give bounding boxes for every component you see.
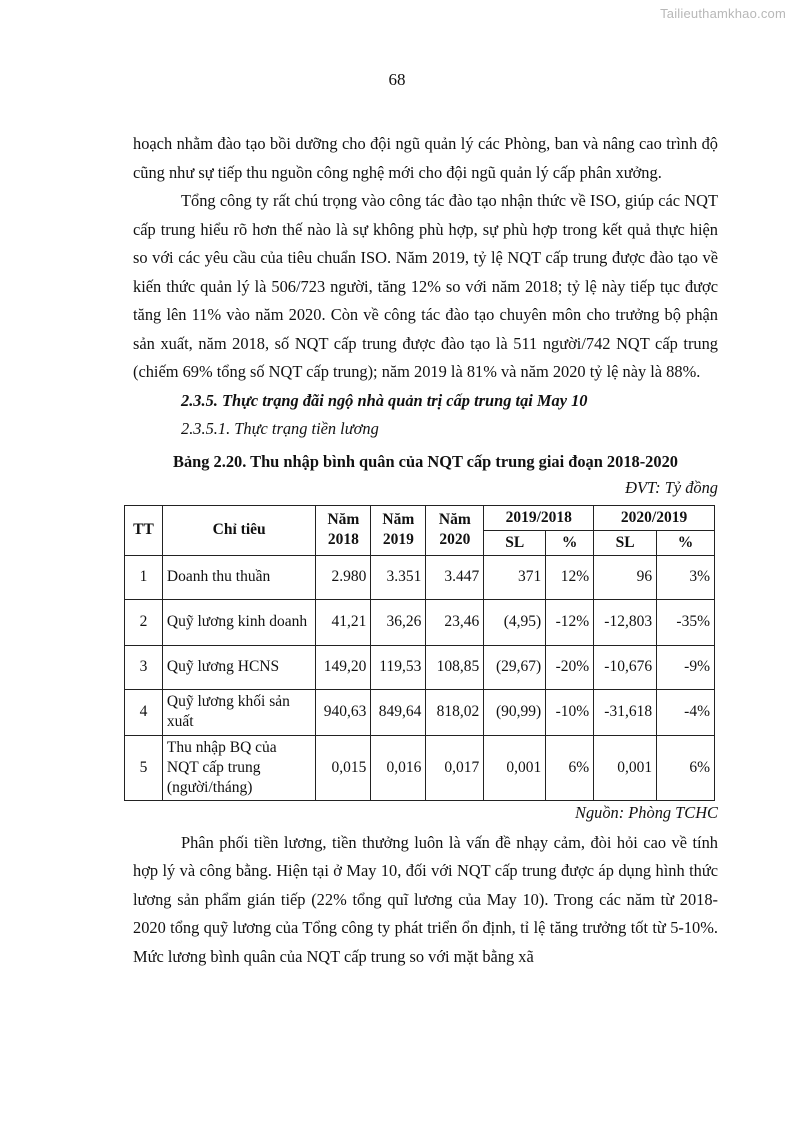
cell-2020: 3.447: [426, 555, 484, 599]
cell-2018: 2.980: [316, 555, 371, 599]
header-pct-1: %: [546, 530, 594, 555]
header-sl-1: SL: [484, 530, 546, 555]
cell-name: Quỹ lương kinh doanh: [162, 599, 315, 645]
header-2020: Năm 2020: [426, 505, 484, 555]
paragraph-2: Tổng công ty rất chú trọng vào công tác đào tạo nhận thức về ISO, giúp các NQT cấp trung hiểu rõ hơn thế nào là sự không phù hợp, sự phù hợp trong kết quả thực hiện so với các yêu cầu của tiêu chuẩn ISO. Năm 2019, tỷ lệ NQT cấp trung được đào tạo về kiến thức quản lý là 506/723 người, tăng 12% so với năm 2018; tỷ lệ này tiếp tục được tăng lên 11% vào năm 2020. Còn về công tác đào tạo chuyên môn cho trưởng bộ phận sản xuất, năm 2018, số NQT cấp trung được đào tạo là 511 người/742 NQT cấp trung (chiếm 69% tổng số NQT cấp trung); năm 2019 là 81% và năm 2020 tỷ lệ này là 88%.: [133, 191, 718, 381]
cell-2019: 0,016: [371, 735, 426, 800]
cell-2019: 36,26: [371, 599, 426, 645]
cell-pct-2: -35%: [657, 599, 715, 645]
cell-name: Quỹ lương khối sản xuất: [162, 689, 315, 735]
cell-sl-2: -12,803: [594, 599, 657, 645]
header-indicator: Chỉ tiêu: [162, 505, 315, 555]
header-2018: Năm 2018: [316, 505, 371, 555]
cell-2018: 0,015: [316, 735, 371, 800]
cell-sl-1: (90,99): [484, 689, 546, 735]
cell-tt: 2: [125, 599, 163, 645]
header-sl-2: SL: [594, 530, 657, 555]
cell-name: Doanh thu thuần: [162, 555, 315, 599]
watermark: Tailieuthamkhao.com: [660, 6, 786, 21]
cell-pct-1: 6%: [546, 735, 594, 800]
cell-pct-2: -9%: [657, 645, 715, 689]
cell-2020: 23,46: [426, 599, 484, 645]
cell-sl-2: 96: [594, 555, 657, 599]
cell-pct-1: -10%: [546, 689, 594, 735]
cell-tt: 4: [125, 689, 163, 735]
header-2019-2018: 2019/2018: [484, 505, 594, 530]
header-2019: Năm 2019: [371, 505, 426, 555]
cell-2018: 149,20: [316, 645, 371, 689]
cell-pct-2: 6%: [657, 735, 715, 800]
income-table: [124, 505, 715, 801]
table-caption: Bảng 2.20. Thu nhập bình quân của NQT cấp trung giai đoạn 2018-2020: [173, 451, 678, 471]
table-row: [125, 599, 715, 645]
table-row: [125, 555, 715, 599]
cell-tt: 5: [125, 735, 163, 800]
cell-sl-2: -31,618: [594, 689, 657, 735]
page-number: 68: [388, 70, 406, 89]
cell-pct-1: -12%: [546, 599, 594, 645]
subsection-heading: 2.3.5.1. Thực trạng tiền lương: [181, 419, 379, 438]
cell-2020: 0,017: [426, 735, 484, 800]
cell-2019: 119,53: [371, 645, 426, 689]
header-tt: TT: [125, 505, 163, 555]
header-2020-2019: 2020/2019: [594, 505, 715, 530]
table-row: [125, 689, 715, 735]
table-row: [125, 735, 715, 800]
cell-sl-1: (4,95): [484, 599, 546, 645]
cell-2018: 41,21: [316, 599, 371, 645]
cell-2018: 940,63: [316, 689, 371, 735]
header-pct-2: %: [657, 530, 715, 555]
cell-sl-2: 0,001: [594, 735, 657, 800]
cell-tt: 3: [125, 645, 163, 689]
cell-tt: 1: [125, 555, 163, 599]
paragraph-3: Phân phối tiền lương, tiền thưởng luôn là vấn đề nhạy cảm, đòi hỏi cao về tính hợp lý và công bằng. Hiện tại ở May 10, đối với NQT cấp trung được áp dụng hình thức lương sản phẩm gián tiếp (22% tổng quĩ lương của May 10). Trong các năm từ 2018-2020 tổng quỹ lương của Tổng công ty phát triển ổn định, tỉ lệ tăng trưởng tốt từ 5-10%. Mức lương bình quân của NQT cấp trung so với mặt bằng xã: [133, 832, 718, 966]
cell-name: Quỹ lương HCNS: [162, 645, 315, 689]
cell-pct-1: -20%: [546, 645, 594, 689]
cell-2020: 108,85: [426, 645, 484, 689]
table-header-row: [125, 505, 715, 530]
table-row: [125, 645, 715, 689]
cell-pct-2: 3%: [657, 555, 715, 599]
table-unit: ĐVT: Tỷ đồng: [625, 478, 718, 497]
cell-name: Thu nhập BQ của NQT cấp trung (người/tháng): [162, 735, 315, 800]
cell-sl-1: 0,001: [484, 735, 546, 800]
cell-sl-2: -10,676: [594, 645, 657, 689]
cell-2019: 849,64: [371, 689, 426, 735]
cell-sl-1: 371: [484, 555, 546, 599]
table-source: Nguồn: Phòng TCHC: [575, 802, 718, 822]
section-heading: 2.3.5. Thực trạng đãi ngộ nhà quản trị cấp trung tại May 10: [181, 390, 588, 410]
cell-2020: 818,02: [426, 689, 484, 735]
page-content: [133, 130, 718, 971]
cell-sl-1: (29,67): [484, 645, 546, 689]
cell-pct-1: 12%: [546, 555, 594, 599]
cell-2019: 3.351: [371, 555, 426, 599]
paragraph-1: hoạch nhằm đào tạo bồi dưỡng cho đội ngũ quản lý các Phòng, ban và nâng cao trình độ cũng như sự tiếp thu nguồn công nghệ mới cho đội ngũ quản lý cấp phân xưởng.: [133, 134, 718, 182]
cell-pct-2: -4%: [657, 689, 715, 735]
